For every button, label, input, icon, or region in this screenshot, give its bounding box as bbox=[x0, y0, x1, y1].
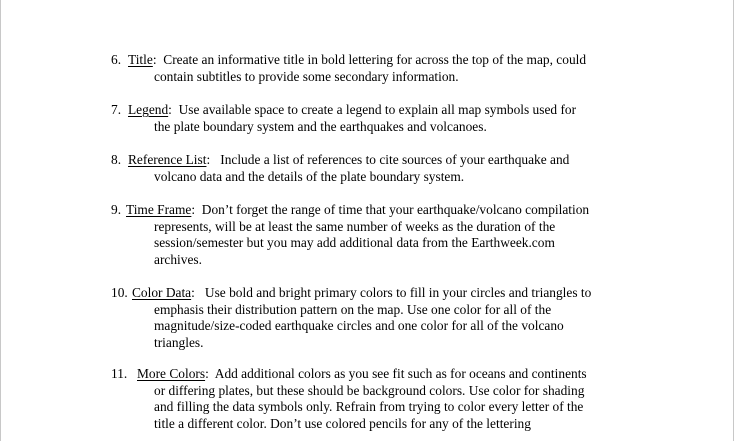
item-term: Title bbox=[128, 52, 153, 67]
item-term: More Colors bbox=[137, 366, 206, 381]
item-number: 10. bbox=[111, 285, 128, 300]
item-continuation bbox=[154, 383, 634, 433]
item-continuation bbox=[154, 302, 634, 352]
item-text: Don’t forget the range of time that your earthquake/volcano compilation bbox=[195, 202, 590, 217]
item-first-line: Legend: Use available space to create a legend to explain all map symbols used for bbox=[128, 102, 577, 117]
item-line: archives. bbox=[154, 251, 202, 267]
item-continuation bbox=[154, 119, 634, 136]
item-first-line: Color Data: Use bold and bright primary colors to fill in your circles and triangles to bbox=[132, 285, 592, 300]
item-line: emphasis their distribution pattern on the map. Use one color for all of the bbox=[154, 301, 552, 317]
item-line: represents, will be at least the same number of weeks as the duration of the bbox=[154, 218, 556, 234]
item-line: triangles. bbox=[154, 334, 204, 350]
item-line: and filling the data symbols only. Refrain from trying to color every letter of the bbox=[154, 399, 584, 414]
item-line: magnitude/size-coded earthquake circles and one color for all of the volcano bbox=[154, 318, 564, 333]
item-line: session/semester but you may add additional data from the Earthweek.com bbox=[154, 235, 555, 250]
item-number: 8. bbox=[111, 152, 122, 167]
item-number: 7. bbox=[111, 102, 122, 117]
item-continuation bbox=[154, 69, 634, 86]
item-first-line: Title: Create an informative title in bold lettering for across the top of the map, could bbox=[128, 52, 587, 67]
item-line: volcano data and the details of the plate boundary system. bbox=[154, 168, 465, 184]
item-term: Color Data bbox=[132, 285, 192, 300]
item-number: 9. bbox=[111, 202, 122, 217]
item-number: 6. bbox=[111, 52, 122, 67]
item-text: Add additional colors as you see fit such as for oceans and continents bbox=[208, 366, 587, 381]
item-continuation bbox=[154, 219, 634, 269]
item-line: the plate boundary system and the earthquakes and volcanoes. bbox=[154, 118, 487, 134]
item-term: Reference List bbox=[128, 152, 207, 167]
item-text: Create an informative title in bold lettering for across the top of the map, could bbox=[156, 52, 587, 67]
item-first-line: More Colors: Add additional colors as you see fit such as for oceans and continents bbox=[137, 366, 587, 381]
item-term: Legend bbox=[128, 102, 169, 117]
item-line: title a different color. Don’t use colored pencils for any of the lettering bbox=[154, 415, 531, 431]
item-first-line: Reference List: Include a list of references to cite sources of your earthquake and bbox=[128, 152, 570, 167]
item-number: 11. bbox=[111, 366, 128, 381]
item-text: Use bold and bright primary colors to fill in your circles and triangles to bbox=[194, 285, 592, 300]
item-continuation bbox=[154, 169, 634, 186]
item-line: contain subtitles to provide some secondary information. bbox=[154, 68, 459, 84]
item-term: Time Frame bbox=[126, 202, 192, 217]
item-text: Use available space to create a legend to explain all map symbols used for bbox=[171, 102, 577, 117]
item-text: Include a list of references to cite sources of your earthquake and bbox=[210, 152, 570, 167]
item-first-line: Time Frame: Don’t forget the range of time that your earthquake/volcano compilation bbox=[126, 202, 590, 217]
item-line: or differing plates, but these should be background colors. Use color for shading bbox=[154, 382, 585, 398]
